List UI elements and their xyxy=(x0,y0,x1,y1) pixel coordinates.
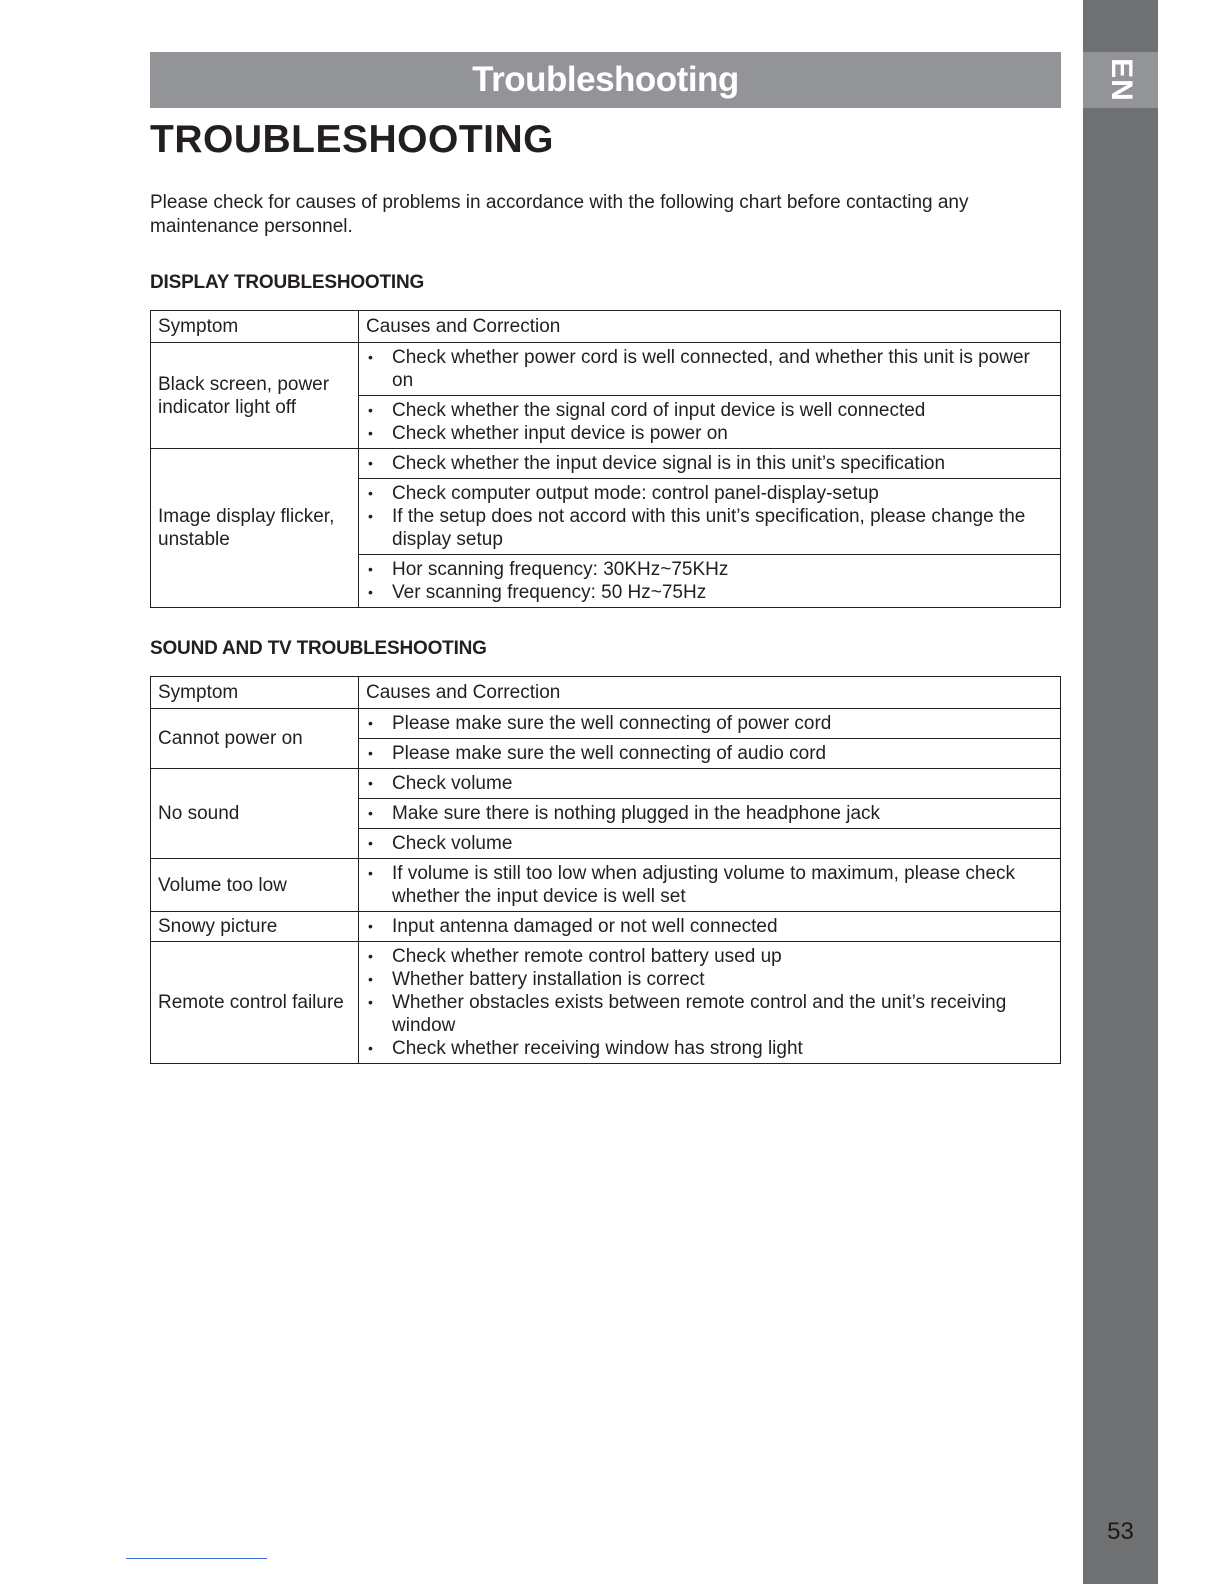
causes-cell xyxy=(359,912,1061,942)
language-tab-label: EN xyxy=(1104,58,1138,102)
table-row xyxy=(151,343,1061,396)
table-row xyxy=(151,769,1061,799)
list-item: • Check whether power cord is well connected, and whether this unit is power on xyxy=(366,346,1054,392)
footer-rule xyxy=(126,1558,267,1559)
causes-cell xyxy=(359,479,1061,555)
causes-cell xyxy=(359,769,1061,799)
list-item: • Make sure there is nothing plugged in the headphone jack xyxy=(366,802,1054,825)
table-row xyxy=(151,912,1061,942)
intro-paragraph: Please check for causes of problems in accordance with the following chart before contacting any maintenance personnel. xyxy=(150,192,969,237)
symptom-header: Symptom xyxy=(151,311,359,343)
list-item: • Check computer output mode: control panel-display-setup xyxy=(366,482,1054,505)
table-row xyxy=(151,709,1061,739)
list-item: • Please make sure the well connecting of power cord xyxy=(366,712,1054,735)
symptom-cell: Volume too low xyxy=(151,859,359,912)
display-section-heading: DISPLAY TROUBLESHOOTING xyxy=(150,272,425,293)
causes-cell xyxy=(359,942,1061,1064)
causes-cell xyxy=(359,449,1061,479)
list-item: • Check volume xyxy=(366,772,1054,795)
table-header-row xyxy=(151,311,1061,343)
symptom-cell: Image display flicker, unstable xyxy=(151,449,359,608)
list-item: • Whether obstacles exists between remote control and the unit’s receiving window xyxy=(366,991,1054,1037)
causes-cell xyxy=(359,859,1061,912)
list-item: • Check whether receiving window has strong light xyxy=(366,1037,1054,1060)
table-row xyxy=(151,449,1061,479)
list-item: • Please make sure the well connecting of audio cord xyxy=(366,742,1054,765)
sound-section-heading: SOUND AND TV TROUBLESHOOTING xyxy=(150,638,487,659)
page-number: 53 xyxy=(1107,1518,1134,1545)
display-troubleshooting-table xyxy=(150,310,1061,608)
symptom-cell: Remote control failure xyxy=(151,942,359,1064)
list-item: • Check whether input device is power on xyxy=(366,422,1054,445)
sound-troubleshooting-table xyxy=(150,676,1061,1064)
causes-header: Causes and Correction xyxy=(359,677,1061,709)
symptom-cell: Black screen, power indicator light off xyxy=(151,343,359,449)
symptom-header: Symptom xyxy=(151,677,359,709)
causes-cell xyxy=(359,343,1061,396)
symptom-cell: Cannot power on xyxy=(151,709,359,769)
list-item: • Check whether the signal cord of input device is well connected xyxy=(366,399,1054,422)
list-item: • If volume is still too low when adjusting volume to maximum, please check whether the input device is well set xyxy=(366,862,1054,908)
table-header-row xyxy=(151,677,1061,709)
list-item: • Ver scanning frequency: 50 Hz~75Hz xyxy=(366,581,1054,604)
list-item: • If the setup does not accord with this unit’s specification, please change the display setup xyxy=(366,505,1054,551)
symptom-cell: Snowy picture xyxy=(151,912,359,942)
section-banner: Troubleshooting xyxy=(150,52,1061,108)
causes-cell xyxy=(359,829,1061,859)
list-item: • Check whether the input device signal is in this unit’s specification xyxy=(366,452,1054,475)
language-tab xyxy=(1083,52,1158,108)
table-row xyxy=(151,942,1061,1064)
list-item: • Check volume xyxy=(366,832,1054,855)
page-title: TROUBLESHOOTING xyxy=(150,118,554,161)
causes-cell xyxy=(359,799,1061,829)
symptom-cell: No sound xyxy=(151,769,359,859)
list-item: • Hor scanning frequency: 30KHz~75KHz xyxy=(366,558,1054,581)
list-item: • Whether battery installation is correct xyxy=(366,968,1054,991)
list-item: • Check whether remote control battery used up xyxy=(366,945,1054,968)
causes-cell xyxy=(359,739,1061,769)
causes-cell xyxy=(359,709,1061,739)
list-item: • Input antenna damaged or not well connected xyxy=(366,915,1054,938)
causes-header: Causes and Correction xyxy=(359,311,1061,343)
causes-cell xyxy=(359,555,1061,608)
causes-cell xyxy=(359,396,1061,449)
table-row xyxy=(151,859,1061,912)
side-strip xyxy=(1083,0,1158,1584)
